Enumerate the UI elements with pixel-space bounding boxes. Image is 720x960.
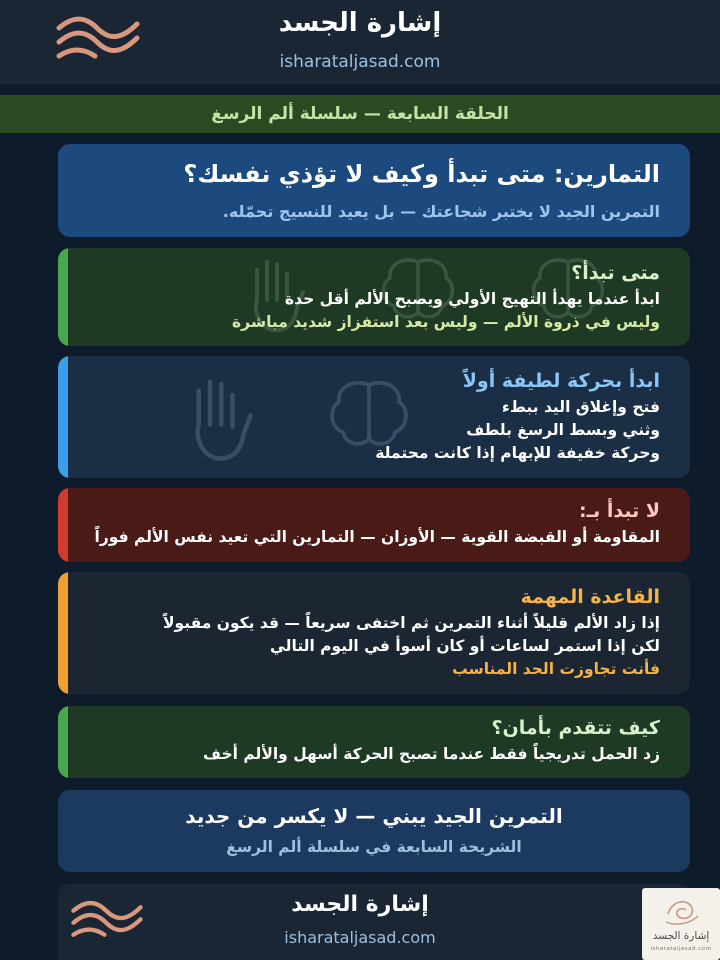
- section-content: [78, 366, 660, 465]
- section-line: فأنت تجاوزت الحد المناسب: [452, 660, 660, 678]
- section-title: كيف تتقدم بأمان؟: [491, 717, 660, 739]
- swirl-logo-icon: [662, 892, 702, 930]
- section-line: وثني وبسط الرسغ بلطف: [466, 421, 660, 439]
- main-title: التمارين: متى تبدأ وكيف لا تؤذي نفسك؟: [183, 160, 660, 188]
- section-title: القاعدة المهمة: [520, 586, 660, 608]
- section-accent-stripe: [58, 706, 68, 778]
- section-card-progress-safely: [58, 706, 690, 778]
- footer-title: إشارة الجسد: [291, 892, 429, 917]
- section-content: [78, 713, 660, 766]
- watermark-stamp: [642, 888, 720, 960]
- header: [0, 0, 720, 84]
- section-card-dont-start: [58, 488, 690, 562]
- section-line: ابدأ عندما يهدأ التهيج الأولي ويصبح الألم أقل حدة: [285, 290, 660, 308]
- section-title: ابدأ بحركة لطيفة أولاً: [462, 370, 660, 392]
- main-subtitle: التمرين الجيد لا يختبر شجاعتك — بل يعيد للنسيج تحمّله.: [222, 202, 660, 221]
- wave-logo-icon: [70, 898, 144, 944]
- closing-title: التمرين الجيد يبني — لا يكسر من جديد: [185, 804, 563, 828]
- section-line: وحركة خفيفة للإبهام إذا كانت محتملة: [375, 444, 660, 462]
- section-line: لكن إذا استمر لساعات أو كان أسوأ في اليوم التالي: [270, 637, 660, 655]
- section-accent-stripe: [58, 248, 68, 346]
- section-card-start-gently: [58, 356, 690, 478]
- section-accent-stripe: [58, 356, 68, 478]
- closing-card: [58, 790, 690, 872]
- footer: [58, 884, 690, 960]
- site-url[interactable]: isharataljasad.com: [279, 52, 441, 72]
- section-accent-stripe: [58, 572, 68, 694]
- stamp-url: isharataljasad.com: [650, 946, 712, 952]
- wave-logo-icon: [55, 14, 141, 66]
- section-line: المقاومة أو القبضة القوية — الأوزان — التمارين التي تعيد نفس الألم فوراً: [94, 528, 660, 546]
- title-card: [58, 144, 690, 237]
- section-accent-stripe: [58, 488, 68, 562]
- section-card-important-rule: [58, 572, 690, 694]
- footer-url[interactable]: isharataljasad.com: [284, 928, 436, 947]
- section-card-when-to-start: [58, 248, 690, 346]
- section-line: إذا زاد الألم قليلاً أثناء التمرين ثم اختفى سريعاً — قد يكون مقبولاً: [162, 614, 660, 632]
- closing-subtitle: الشريحة السابعة في سلسلة ألم الرسغ: [226, 838, 522, 856]
- episode-banner: الحلقة السابعة — سلسلة ألم الرسغ: [0, 95, 720, 133]
- section-title: متى تبدأ؟: [571, 262, 660, 284]
- section-title: لا تبدأ بـ:: [579, 500, 660, 522]
- stamp-brand: إشارة الجسد: [652, 930, 710, 942]
- section-content: [78, 496, 660, 549]
- section-line: وليس في ذروة الألم — وليس بعد استفزاز شديد مباشرة: [232, 313, 660, 331]
- section-line: زد الحمل تدريجياً فقط عندما تصبح الحركة أسهل والألم أخف: [203, 745, 660, 763]
- section-line: فتح وإغلاق اليد ببطء: [501, 398, 660, 416]
- site-title: إشارة الجسد: [278, 8, 442, 38]
- section-content: [78, 258, 660, 334]
- section-content: [78, 582, 660, 681]
